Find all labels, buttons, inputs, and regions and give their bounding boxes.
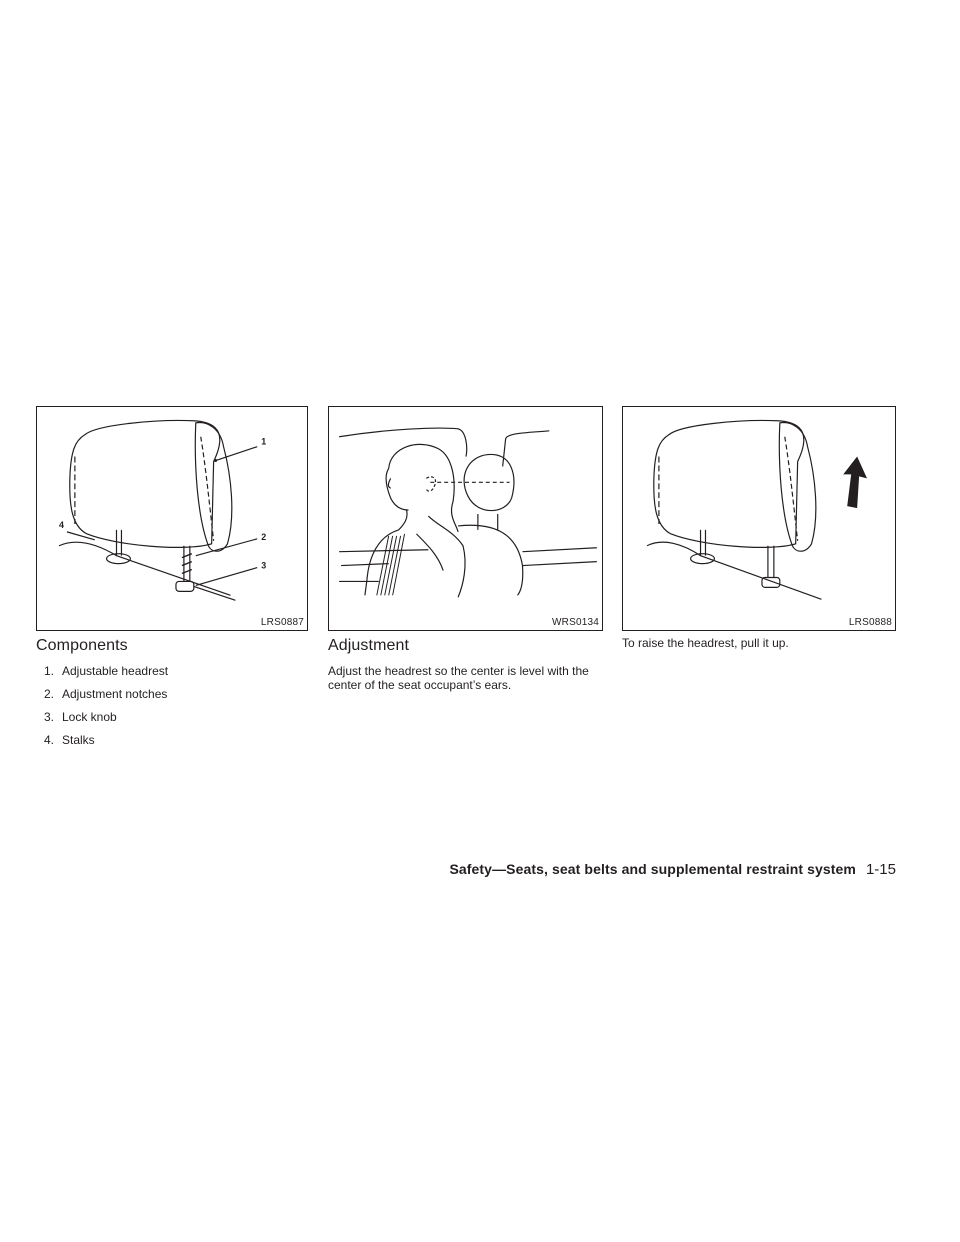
item-text: Adjustable headrest	[62, 664, 169, 678]
callout-2: 2	[261, 531, 267, 542]
components-list	[36, 664, 308, 747]
adjustment-section	[328, 636, 603, 692]
occupant-headrest-illustration	[329, 407, 602, 630]
adjustment-title: Adjustment	[328, 637, 410, 654]
figure-code: LRS0887	[260, 617, 304, 628]
item-text: Stalks	[62, 733, 95, 747]
raise-headrest-illustration	[623, 407, 895, 630]
item-text: Lock knob	[62, 710, 117, 724]
list-item	[44, 710, 308, 724]
item-number: 2.	[44, 687, 55, 701]
item-number: 1.	[44, 664, 55, 678]
item-number: 4.	[44, 733, 55, 747]
footer-section-title: Safety—Seats, seat belts and supplemental restraint system	[449, 861, 856, 877]
headrest-components-illustration	[37, 407, 307, 630]
item-number: 3.	[44, 710, 55, 724]
figure-raise-headrest	[622, 406, 896, 631]
up-arrow-icon	[843, 457, 867, 509]
callout-3: 3	[261, 560, 267, 571]
figure-headrest-adjustment	[328, 406, 603, 631]
list-item	[44, 733, 308, 747]
page-number: 1-15	[865, 861, 896, 878]
figure-code: LRS0888	[848, 617, 892, 628]
adjustment-text: Adjust the headrest so the center is level with the center of the seat occupant’s ears.	[328, 664, 589, 692]
figure-headrest-components	[36, 406, 308, 631]
figure-code: WRS0134	[552, 617, 599, 628]
components-title: Components	[36, 637, 128, 654]
list-item	[44, 664, 308, 678]
page-footer	[449, 861, 896, 879]
callout-4: 4	[59, 519, 64, 530]
list-item	[44, 687, 308, 701]
callout-1: 1	[261, 436, 267, 447]
raise-section	[622, 636, 896, 650]
components-section	[36, 636, 308, 756]
raise-text: To raise the headrest, pull it up.	[622, 636, 789, 650]
item-text: Adjustment notches	[62, 687, 168, 701]
